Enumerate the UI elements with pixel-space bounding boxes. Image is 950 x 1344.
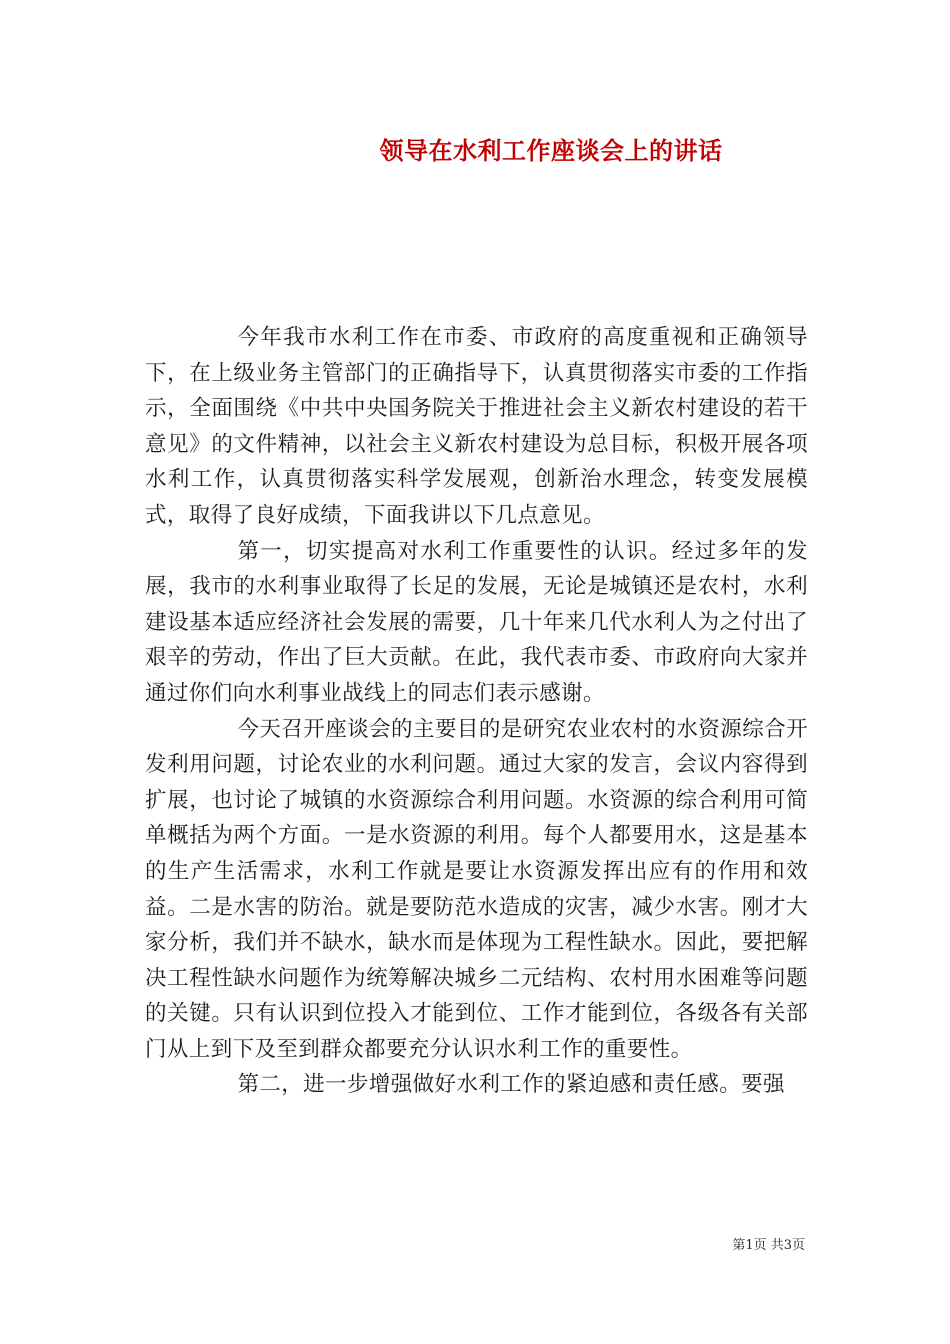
document-title: 领导在水利工作座谈会上的讲话 (379, 136, 723, 165)
paragraph-first-point: 第一，切实提高对水利工作重要性的认识。经过多年的发展，我市的水利事业取得了长足的发展，无论是城镇还是农村，水利建设基本适应经济社会发展的需要，几十年来几代水利人为之付出了艰辛的劳动，作出了巨大贡献。在此，我代表市委、市政府向大家并通过你们向水利事业战线上的同志们表示感谢。 (145, 538, 808, 706)
document-body (145, 320, 808, 1103)
paragraph-second-point: 第二，进一步增强做好水利工作的紧迫感和责任感。要强 (237, 1072, 785, 1098)
paragraph-intro: 今年我市水利工作在市委、市政府的高度重视和正确领导下，在上级业务主管部门的正确指导下，认真贯彻落实市委的工作指示，全面围绕《中共中央国务院关于推进社会主义新农村建设的若干意见》的文件精神，以社会主义新农村建设为总目标，积极开展各项水利工作，认真贯彻落实科学发展观，创新治水理念，转变发展模式，取得了良好成绩，下面我讲以下几点意见。 (145, 325, 808, 528)
page-number: 第1页 共3页 (732, 1238, 805, 1253)
paragraph-meeting-purpose: 今天召开座谈会的主要目的是研究农业农村的水资源综合开发利用问题，讨论农业的水利问题。通过大家的发言，会议内容得到扩展，也讨论了城镇的水资源综合利用问题。水资源的综合利用可简单概括为两个方面。一是水资源的利用。每个人都要用水，这是基本的生产生活需求，水利工作就是要让水资源发挥出应有的作用和效益。二是水害的防治。就是要防范水造成的灾害，减少水害。刚才大家分析，我们并不缺水，缺水而是体现为工程性缺水。因此，要把解决工程性缺水问题作为统筹解决城乡二元结构、农村用水困难等问题的关键。只有认识到位投入才能到位、工作才能到位，各级各有关部门从上到下及至到群众都要充分认识水利工作的重要性。 (145, 716, 808, 1062)
